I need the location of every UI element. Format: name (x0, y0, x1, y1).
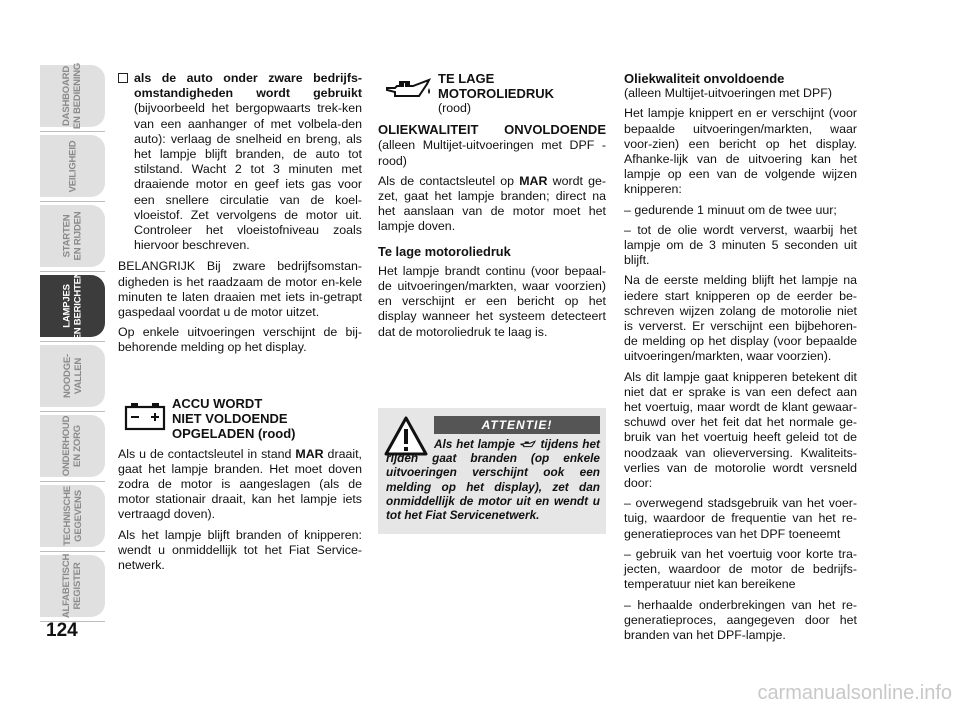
tab-label: STARTEN EN RIJDEN (61, 211, 84, 261)
mar-label: MAR (295, 446, 324, 461)
bullet-bold: als de auto onder zware bedrijfs-omstandigheden wordt gebruikt (134, 71, 362, 101)
tab-label: ONDERHOUD EN ZORG (61, 415, 84, 477)
paragraph-display: Op enkele uitvoeringen verschijnt de bij-behorende melding op het display. (118, 325, 362, 355)
tab-onderhoud[interactable] (40, 415, 105, 477)
text: wordt ge-zet, gaat het lampje branden; direct na het aanslaan van de motor moet het lampje doven. (378, 173, 606, 234)
column-3 (624, 71, 857, 648)
divider (40, 481, 105, 482)
paragraph: – overwegend stadsgebruik van het voer-tuig, waardoor de frequentie van het re-generatieproces van het DPF toeneemt (624, 496, 857, 541)
divider (40, 411, 105, 412)
checkbox-bullet-icon (118, 73, 128, 83)
tab-label: ALFABETISCH REGISTER (61, 553, 84, 619)
battery-paragraph-2: Als het lampje blijft branden of knipperen: wendt u onmiddellijk tot het Fiat Service-netwerk. (118, 527, 362, 573)
divider (40, 201, 105, 202)
tab-label: TECHNISCHE GEGEVENS (61, 486, 84, 546)
paragraph-important: BELANGRIJK Bij zware bedrijfsomstan-digheden is het raadzaam de motor en-kele minuten te laten draaien met iets in-getrapt gaspedaal voordat u de motor uitzet. (118, 259, 362, 320)
paragraph: – tot de olie wordt ververst, waarbij het lampje om de 3 minuten 5 seconden uit blijft. (624, 222, 857, 268)
oil-title-block (438, 71, 554, 116)
quality-paragraph (378, 174, 606, 235)
chapter-sidebar (40, 62, 105, 620)
tab-technische[interactable] (40, 485, 105, 547)
oil-quality-heading: Oliekwaliteit onvoldoende (624, 71, 785, 86)
tab-starten[interactable] (40, 205, 105, 267)
quality-heading (378, 122, 606, 169)
quality-heading-rest: (alleen Multijet-uitvoeringen met DPF - rood) (378, 138, 606, 168)
bullet-item (118, 71, 362, 253)
battery-paragraph-1 (118, 447, 362, 523)
pressure-paragraph: Het lampje brandt continu (voor bepaal-de uitvoeringen/markten, waar voorzien) en verschijnt er een bericht op het display wanneer het systeem detecteert dat de motoroliedruk te laag is. (378, 263, 606, 339)
paragraph: – gedurende 1 minuut om de twee uur; (624, 202, 837, 217)
quality-heading-bold: OLIEKWALITEIT ONVOLDOENDE (378, 122, 606, 138)
text: Als u de contactsleutel in stand (118, 446, 296, 461)
battery-warning-header (118, 396, 362, 441)
tab-label: NOODGE- VALLEN (61, 354, 84, 398)
page-number: 124 (46, 620, 78, 641)
divider (40, 271, 105, 272)
bullet-text (134, 71, 362, 253)
text: Als de contactsleutel op (378, 173, 520, 188)
attention-text (386, 437, 600, 522)
text: Als het lampje (434, 437, 519, 451)
tab-dashboard[interactable] (40, 62, 105, 130)
oil-quality-subheading: (alleen Multijet-uitvoeringen met DPF) (624, 86, 832, 101)
tab-register[interactable] (40, 555, 105, 617)
divider (40, 341, 105, 342)
paragraph: – gebruik van het voertuig voor korte tra-jecten, waardoor de motor de bedrijfs-temperatuur niet kan bereikene (624, 546, 857, 592)
tab-label: VEILIGHEID (67, 140, 78, 192)
paragraph: – herhaalde onderbrekingen van het re-generatieproces, aangegeven door het branden van het DPF-lampje. (624, 597, 857, 642)
tab-veiligheid[interactable] (40, 135, 105, 197)
tab-noodgevallen[interactable] (40, 345, 105, 407)
mar-label: MAR (519, 173, 548, 188)
pressure-heading: Te lage motoroliedruk (378, 243, 511, 259)
paragraph: Het lampje knippert en er verschijnt (voor bepaalde uitvoeringen/markten, waar voor-zien) een bericht op het display. Afhanke-lijk van de uitvoering kan het lampje op een van de volgende wijzen knipperen: (624, 106, 857, 197)
battery-title: ACCU WORDT NIET VOLDOENDE OPGELADEN (rood) (172, 395, 296, 441)
attention-box (378, 408, 606, 534)
attention-banner: ATTENTIE! (434, 416, 600, 434)
oil-warning-header (378, 71, 606, 116)
paragraph: Als dit lampje gaat knipperen betekent dit niet dat er sprake is van een defect aan het voertuig, maar wordt de klant gewaar-schuwd over het feit dat het normale ge-bruik van het voertuig heeft geleid tot de noodzaak van olieverversing. Kwaliteits-verlies van de motorolie wordt versneld door: (624, 369, 857, 491)
divider (40, 551, 105, 552)
oil-title: TE LAGE MOTOROLIEDRUK (438, 71, 555, 101)
battery-icon (118, 396, 172, 436)
tab-label: LAMPJES EN BERICHTEN (61, 271, 84, 341)
tab-label: DASHBOARD EN BEDIENING (61, 62, 84, 130)
divider (40, 131, 105, 132)
bullet-rest: (bijvoorbeeld het bergopwaarts trek-ken van een aanhanger of met volbela-den auto): verlaag de snelheid en breng, als het lampje blijft branden, de auto tot stilstand. Wacht 2 tot 3 minuten met draaiende motor en geef iets gas voor een snellere circulatie van de koel-vloeistof. Zet vervolgens de motor uit. Controleer het vloeistofniveau zoals hiervoor beschreven. (134, 101, 362, 253)
tab-lampjes-active[interactable] (40, 271, 105, 341)
text: tijdens het rijden gaat branden (op enkele uitvoeringen verschijnt ook een melding op het display), zet dan onmiddellijk de motor uit en wendt u tot het Fiat Servicenetwerk. (386, 437, 600, 523)
watermark: carmanualsonline.info (757, 682, 952, 704)
oil-can-icon (519, 440, 537, 450)
paragraph: Na de eerste melding blijft het lampje na iedere start knipperen op de eerder be-schreven wijzen zolang de motorolie niet is ververst. Er verschijnt een bijbehoren-de melding op het display (voor bepaalde uitvoeringen/markten, waar voorzien). (624, 273, 857, 364)
column-1 (118, 71, 362, 578)
oil-subtitle: (rood) (438, 101, 472, 115)
text: draait, gaat het lampje branden. Het moet doven zodra de motor is aangeslagen (als de motor stationair draait, kan het lampje iets vertraagd doven). (118, 446, 362, 522)
column-2 (378, 71, 606, 345)
oil-can-icon (378, 71, 438, 111)
